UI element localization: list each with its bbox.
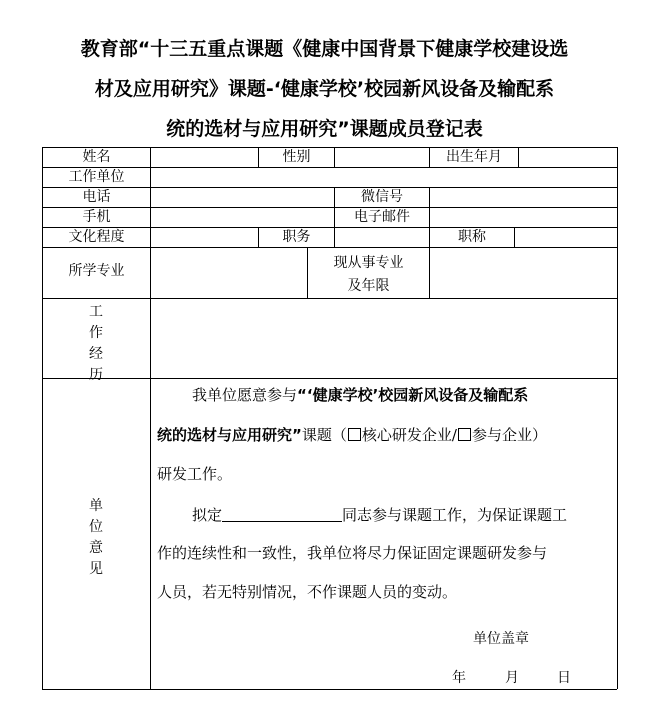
opinion-line-2: 统的选材与应用研究”课题（ 核心研发企业/ 参与企业）	[157, 426, 547, 444]
current-major-label-line-2: 及年限	[347, 278, 390, 294]
row-divider	[42, 378, 617, 379]
education-label: 文化程度	[68, 229, 125, 245]
column-divider	[429, 187, 430, 227]
row-divider	[42, 167, 617, 168]
email-label: 电子邮件	[354, 209, 410, 225]
phone-label: 电话	[82, 189, 111, 205]
unit-seal-label: 单位盖章	[473, 631, 529, 647]
wechat-label: 微信号	[361, 189, 403, 205]
table-border-right	[617, 147, 618, 689]
birth-date-label: 出生年月	[446, 149, 502, 165]
name-label: 姓名	[82, 149, 111, 165]
major-label: 所学专业	[68, 263, 125, 279]
label-column-divider	[150, 147, 151, 689]
gender-label: 性别	[282, 149, 311, 165]
column-divider	[514, 227, 515, 247]
current-major-label-line-1: 现从事专业	[333, 255, 404, 271]
position-label: 职务	[282, 229, 311, 245]
opinion-line-1: 我单位愿意参与“‘健康学校’校园新风设备及输配系	[192, 386, 529, 404]
participant-checkbox[interactable]	[458, 428, 471, 441]
column-divider	[334, 147, 335, 167]
row-divider	[42, 298, 617, 299]
column-divider	[518, 147, 519, 167]
nominee-name-blank[interactable]	[222, 507, 342, 522]
opinion-line-6: 人员，若无特别情况，不作课题人员的变动。	[157, 583, 458, 601]
form-title-line-2: 材及应用研究》课题-‘健康学校’校园新风设备及输配系	[94, 78, 555, 100]
date-month-label: 月	[505, 670, 519, 686]
opinion-line-4: 拟定 同志参与课题工作，为保证课题工	[192, 506, 568, 524]
mobile-label: 手机	[82, 209, 111, 225]
row-divider	[42, 207, 617, 208]
table-border-bottom	[42, 689, 617, 690]
work-experience-label: 工 作 经 历	[89, 304, 103, 383]
table-border-top	[42, 147, 617, 148]
row-divider	[42, 187, 617, 188]
column-divider	[429, 247, 430, 298]
work-unit-label: 工作单位	[68, 169, 125, 185]
title-label: 职称	[458, 229, 486, 245]
core-developer-checkbox[interactable]	[348, 428, 361, 441]
date-day-label: 日	[557, 670, 571, 686]
unit-opinion-label: 单 位 意 见	[89, 498, 103, 577]
row-divider	[42, 227, 617, 228]
column-divider	[334, 227, 335, 247]
form-title-line-1: 教育部“十三五重点课题《健康中国背景下健康学校建设选	[80, 38, 569, 60]
form-title-line-3: 统的选材与应用研究”课题成员登记表	[166, 118, 483, 140]
date-year-label: 年	[452, 670, 466, 686]
opinion-line-3: 研发工作。	[157, 465, 233, 483]
row-divider	[42, 247, 617, 248]
opinion-line-5: 作的连续性和一致性，我单位将尽力保证固定课题研发参与	[157, 544, 548, 562]
